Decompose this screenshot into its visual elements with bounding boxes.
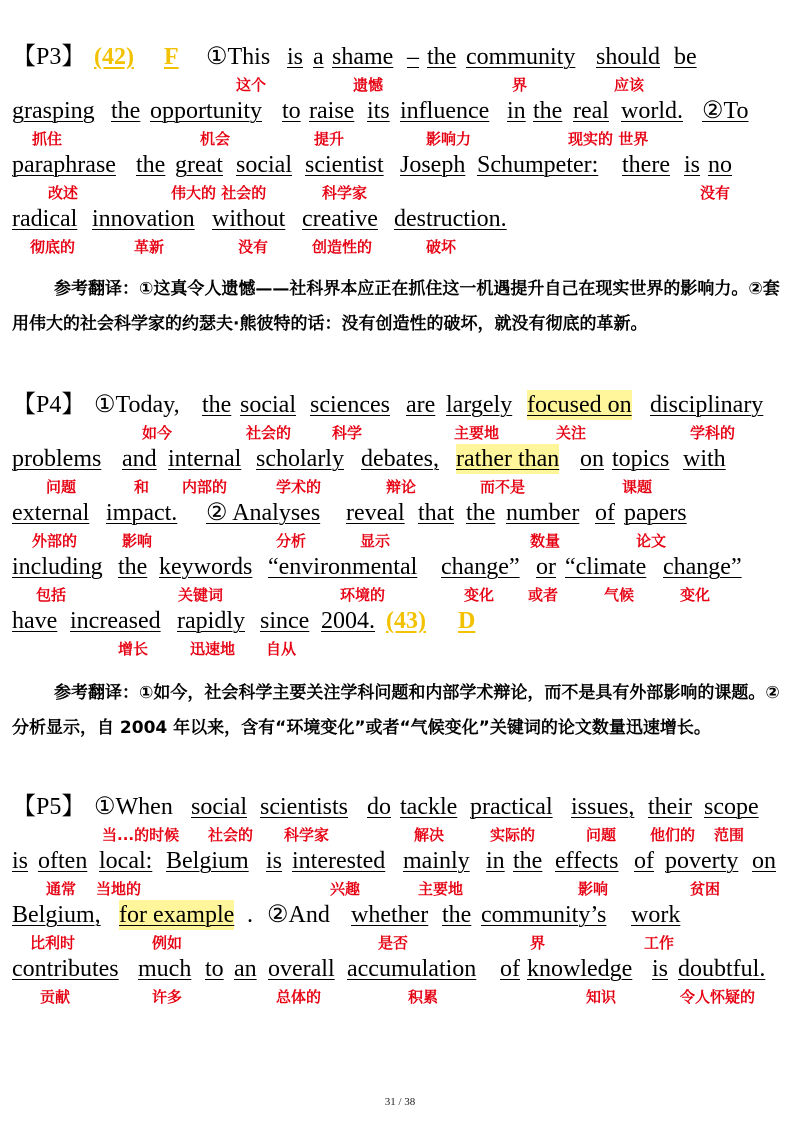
word: since — [260, 608, 310, 634]
word: there — [622, 152, 670, 178]
word: social — [240, 392, 296, 418]
word: Belgium, — [12, 902, 101, 928]
word: of — [634, 848, 654, 874]
gloss: 科学家 — [284, 826, 330, 844]
gloss: 数量 — [530, 532, 561, 550]
gloss: 革新 — [134, 238, 165, 256]
word: is — [684, 152, 701, 178]
word: of — [500, 956, 520, 982]
word: paraphrase — [12, 152, 116, 178]
p4-line-3 — [0, 498, 800, 528]
word: with — [683, 446, 726, 472]
word: scope — [704, 794, 759, 820]
answer-letter: D — [458, 608, 476, 634]
p5-gloss-4 — [0, 986, 800, 1008]
current-page: 31 — [384, 1096, 396, 1108]
p3-gloss-3 — [0, 182, 800, 204]
word: innovation — [92, 206, 195, 232]
word: ②And — [267, 902, 330, 928]
word: “climate — [565, 554, 647, 580]
gloss: 问题 — [586, 826, 617, 844]
gloss: 学术的 — [276, 478, 322, 496]
word: to — [205, 956, 224, 982]
gloss: 改述 — [48, 184, 79, 202]
word: topics — [612, 446, 670, 472]
word: have — [12, 608, 58, 634]
word: number — [506, 500, 580, 526]
word: the — [136, 152, 166, 178]
word: problems — [12, 446, 102, 472]
word: their — [648, 794, 692, 820]
word: disciplinary — [650, 392, 764, 418]
gloss: 如今 — [142, 424, 173, 442]
gloss: 兴趣 — [330, 880, 361, 898]
word: “environmental — [268, 554, 418, 580]
word: the — [466, 500, 496, 526]
p3-gloss-1 — [0, 74, 800, 96]
highlighted-phrase: focused on — [527, 392, 632, 418]
word: are — [406, 392, 436, 418]
question-number: (42) — [94, 44, 134, 70]
gloss: 范围 — [714, 826, 745, 844]
word: scientist — [305, 152, 384, 178]
word: increased — [70, 608, 161, 634]
p4-line-5 — [0, 606, 800, 636]
word: poverty — [665, 848, 739, 874]
page-number — [0, 1096, 800, 1108]
word: great — [175, 152, 223, 178]
p3-line-1 — [0, 42, 800, 72]
word: issues, — [571, 794, 635, 820]
highlighted-phrase: rather than — [456, 446, 560, 472]
word: real — [573, 98, 609, 124]
p4-gloss-4 — [0, 584, 800, 606]
word: largely — [446, 392, 513, 418]
word: that — [418, 500, 454, 526]
p5-line-4 — [0, 954, 800, 984]
word: radical — [12, 206, 78, 232]
p3-line-2 — [0, 96, 800, 126]
paragraph-tag: 【P5】 — [12, 794, 86, 820]
word: scientists — [260, 794, 348, 820]
total-pages: 38 — [404, 1096, 416, 1108]
gloss: 主要地 — [454, 424, 500, 442]
word: including — [12, 554, 103, 580]
question-number: (43) — [386, 608, 426, 634]
word: ①Today, — [94, 392, 180, 418]
word: often — [38, 848, 88, 874]
word: whether — [351, 902, 429, 928]
p4-line-4 — [0, 552, 800, 582]
word: much — [138, 956, 192, 982]
word: ②To — [702, 98, 749, 124]
gloss: 或者 — [528, 586, 559, 604]
word: . — [247, 902, 253, 928]
gloss: 气候 — [604, 586, 635, 604]
word: change” — [441, 554, 520, 580]
word: Joseph — [400, 152, 466, 178]
word: change” — [663, 554, 742, 580]
word: on — [580, 446, 604, 472]
gloss: 影响 — [122, 532, 153, 550]
gloss: 他们的 — [650, 826, 696, 844]
word: tackle — [400, 794, 458, 820]
word: shame — [332, 44, 394, 70]
word: – — [407, 44, 419, 70]
gloss: 解决 — [414, 826, 445, 844]
word: influence — [400, 98, 490, 124]
gloss: 总体的 — [276, 988, 322, 1006]
gloss: 应该 — [614, 76, 645, 94]
gloss: 提升 — [314, 130, 345, 148]
word: internal — [168, 446, 242, 472]
word: in — [507, 98, 526, 124]
gloss: 令人怀疑的 — [680, 988, 756, 1006]
word: Schumpeter: — [477, 152, 599, 178]
word: the — [533, 98, 563, 124]
word: external — [12, 500, 90, 526]
word: grasping — [12, 98, 95, 124]
gloss: 创造性的 — [312, 238, 373, 256]
word: is — [652, 956, 669, 982]
word: community — [466, 44, 576, 70]
word: the — [513, 848, 543, 874]
word: knowledge — [527, 956, 633, 982]
word: is — [12, 848, 29, 874]
gloss: 内部的 — [182, 478, 228, 496]
p5-line-3 — [0, 900, 800, 930]
gloss: 主要地 — [418, 880, 464, 898]
gloss: 当...的时候 — [102, 826, 180, 844]
word: local: — [99, 848, 153, 874]
gloss: 贫困 — [690, 880, 721, 898]
word: ①This — [206, 44, 271, 70]
word: opportunity — [150, 98, 262, 124]
gloss: 这个 — [236, 76, 267, 94]
p3-translation: 参考翻译：①这真令人遗憾——社科界本应正在抓住这一机遇提升自己在现实世界的影响力。②套用伟大的社会科学家的约瑟夫·熊彼特的话：没有创造性的破坏，就没有彻底的革新。 — [12, 279, 780, 334]
p4-translation: 参考翻译：①如今，社会科学主要关注学科问题和内部学术辩论，而不是具有外部影响的课题。②分析显示，自 2004 年以来，含有“环境变化”或者“气候变化”关键词的论文数量迅速增长。 — [12, 683, 780, 738]
word: without — [212, 206, 286, 232]
gloss: 关键词 — [178, 586, 224, 604]
p5-gloss-3 — [0, 932, 800, 954]
gloss: 破坏 — [426, 238, 457, 256]
word: its — [367, 98, 390, 124]
gloss: 没有 — [700, 184, 731, 202]
gloss: 辩论 — [386, 478, 417, 496]
gloss: 显示 — [360, 532, 391, 550]
word: accumulation — [347, 956, 477, 982]
word: no — [708, 152, 732, 178]
gloss: 外部的 — [32, 532, 78, 550]
word: contributes — [12, 956, 119, 982]
gloss: 通常 — [46, 880, 77, 898]
word: to — [282, 98, 301, 124]
gloss: 和 — [134, 478, 150, 496]
word: 2004. — [321, 608, 375, 634]
word: is — [266, 848, 283, 874]
word: community’s — [481, 902, 607, 928]
gloss: 当地的 — [96, 880, 142, 898]
p5-gloss-1 — [0, 824, 800, 846]
p5-gloss-2 — [0, 878, 800, 900]
gloss: 环境的 — [340, 586, 386, 604]
p3-line-4 — [0, 204, 800, 234]
p5-line-2 — [0, 846, 800, 876]
word: a — [313, 44, 324, 70]
word: is — [287, 44, 304, 70]
gloss: 变化 — [680, 586, 711, 604]
word: impact. — [106, 500, 178, 526]
word: of — [595, 500, 615, 526]
gloss: 包括 — [36, 586, 67, 604]
word: ①When — [94, 794, 173, 820]
gloss: 彻底的 — [30, 238, 76, 256]
gloss: 界 — [530, 934, 546, 952]
word: social — [236, 152, 292, 178]
gloss: 贡献 — [40, 988, 71, 1006]
gloss: 伟大的 社会的 — [171, 184, 267, 202]
p3-line-3 — [0, 150, 800, 180]
word: in — [486, 848, 505, 874]
word: effects — [555, 848, 619, 874]
p3-gloss-2 — [0, 128, 800, 150]
word: and — [122, 446, 157, 472]
paragraph-tag: 【P3】 — [12, 44, 86, 70]
gloss: 机会 — [200, 130, 231, 148]
gloss: 现实的 世界 — [568, 130, 649, 148]
word: Belgium — [166, 848, 249, 874]
word: the — [111, 98, 141, 124]
p4-line-2 — [0, 444, 800, 474]
p4-gloss-2 — [0, 476, 800, 498]
word: do — [367, 794, 391, 820]
word: raise — [309, 98, 355, 124]
gloss: 比利时 — [30, 934, 76, 952]
gloss: 积累 — [408, 988, 439, 1006]
gloss: 社会的 — [246, 424, 292, 442]
p4-line-1 — [0, 390, 800, 420]
gloss: 学科的 — [690, 424, 736, 442]
gloss: 而不是 — [480, 478, 526, 496]
p4-gloss-1 — [0, 422, 800, 444]
word: work — [631, 902, 681, 928]
gloss: 没有 — [238, 238, 269, 256]
word: debates, — [361, 446, 439, 472]
word: the — [202, 392, 232, 418]
gloss: 社会的 — [208, 826, 254, 844]
word: the — [427, 44, 457, 70]
word: the — [118, 554, 148, 580]
gloss: 科学家 — [322, 184, 368, 202]
gloss: 工作 — [644, 934, 675, 952]
word: the — [442, 902, 472, 928]
word: papers — [624, 500, 687, 526]
word: social — [191, 794, 247, 820]
p4-gloss-5 — [0, 638, 800, 660]
gloss: 界 — [512, 76, 528, 94]
page-separator: / — [398, 1096, 402, 1108]
gloss: 分析 — [276, 532, 307, 550]
p5-line-1 — [0, 792, 800, 822]
gloss: 影响 — [578, 880, 609, 898]
gloss: 变化 — [464, 586, 495, 604]
gloss: 例如 — [152, 934, 183, 952]
gloss: 影响力 — [426, 130, 472, 148]
gloss: 关注 — [556, 424, 587, 442]
p3-gloss-4 — [0, 236, 800, 258]
gloss: 课题 — [622, 478, 653, 496]
word: rapidly — [177, 608, 245, 634]
word: creative — [302, 206, 378, 232]
word: keywords — [159, 554, 253, 580]
word: mainly — [403, 848, 470, 874]
gloss: 许多 — [152, 988, 183, 1006]
gloss: 论文 — [636, 532, 667, 550]
word: world. — [621, 98, 683, 124]
word: doubtful. — [678, 956, 766, 982]
word: an — [234, 956, 257, 982]
word: scholarly — [256, 446, 344, 472]
paragraph-tag: 【P4】 — [12, 392, 86, 418]
gloss: 问题 — [46, 478, 77, 496]
word: sciences — [310, 392, 390, 418]
word: overall — [268, 956, 335, 982]
gloss: 是否 — [378, 934, 409, 952]
gloss: 抓住 — [32, 130, 63, 148]
gloss: 自从 — [266, 640, 297, 658]
gloss: 增长 — [118, 640, 149, 658]
highlighted-phrase: for example — [119, 902, 235, 928]
answer-letter: F — [164, 44, 179, 70]
gloss: 迅速地 — [190, 640, 236, 658]
word: practical — [470, 794, 553, 820]
word: ② Analyses — [206, 500, 321, 526]
word: be — [674, 44, 697, 70]
word: should — [596, 44, 661, 70]
gloss: 遗憾 — [353, 76, 384, 94]
word: on — [752, 848, 776, 874]
word: reveal — [346, 500, 405, 526]
gloss: 知识 — [586, 988, 617, 1006]
word: destruction. — [394, 206, 507, 232]
gloss: 科学 — [332, 424, 363, 442]
word: interested — [292, 848, 386, 874]
word: or — [536, 554, 556, 580]
gloss: 实际的 — [490, 826, 536, 844]
p4-gloss-3 — [0, 530, 800, 552]
